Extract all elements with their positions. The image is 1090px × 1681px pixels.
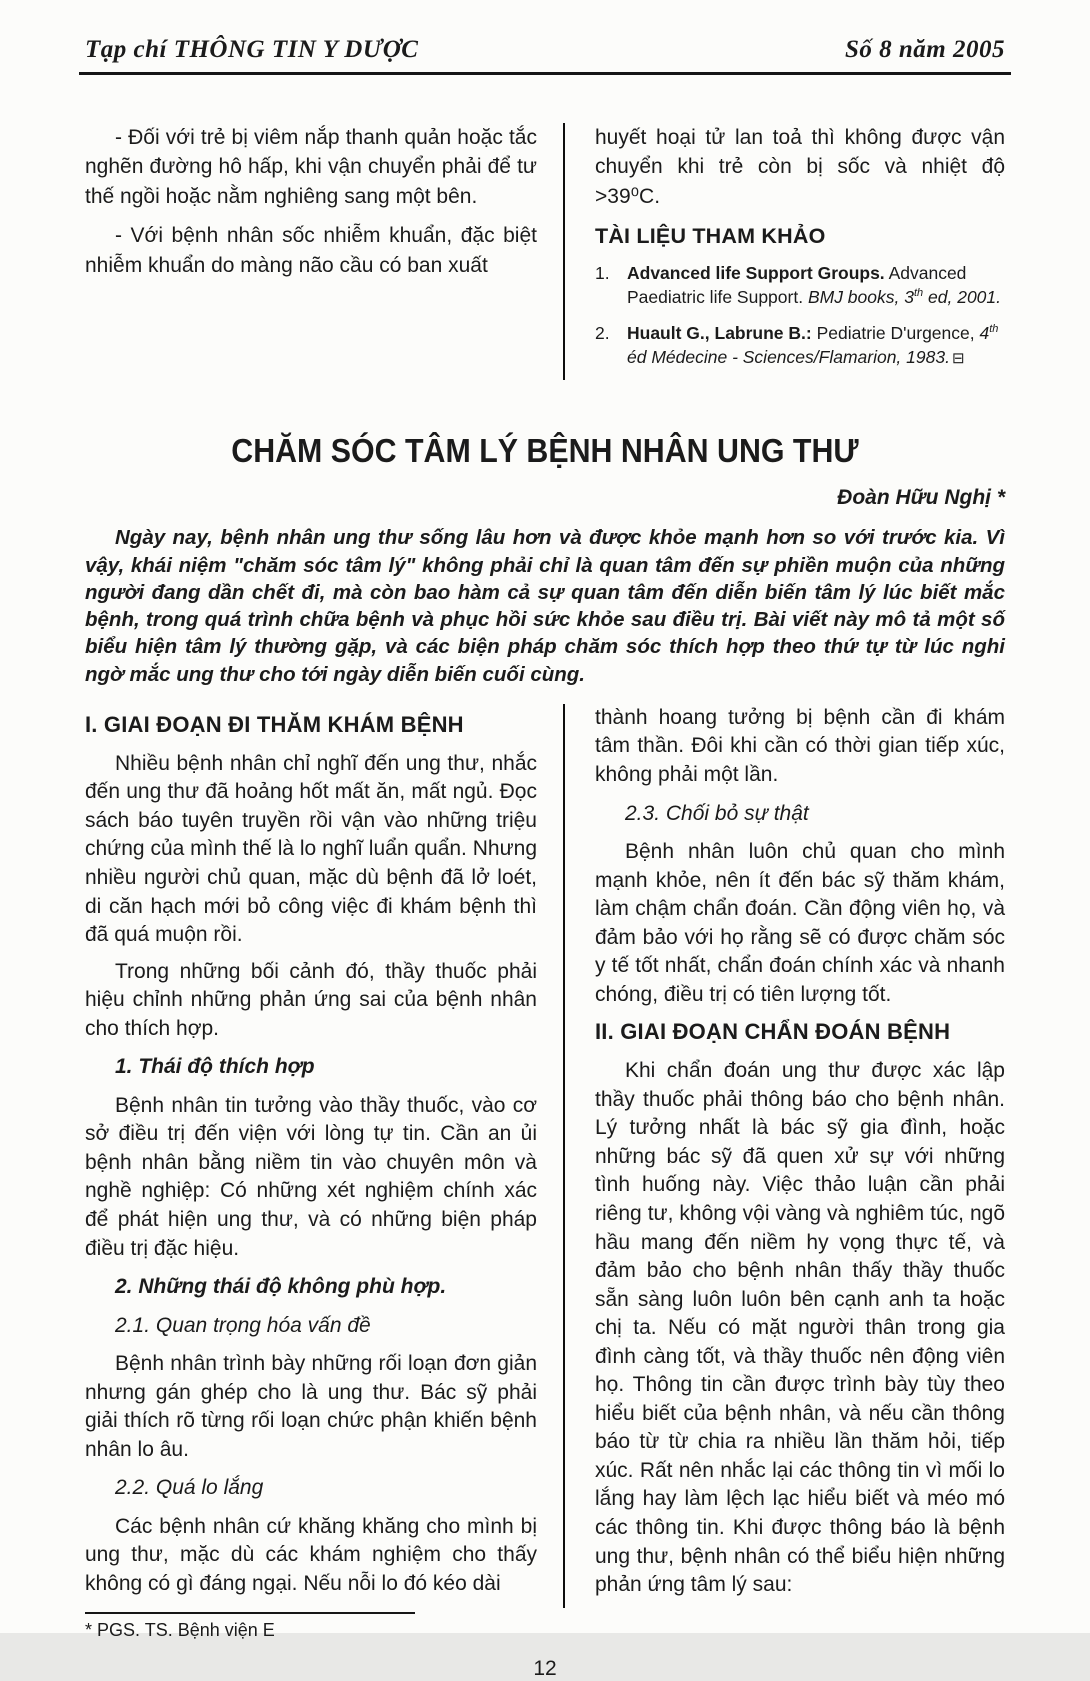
paragraph: - Với bệnh nhân sốc nhiễm khuẩn, đặc biệt nhiễm khuẩn do màng não cầu có ban xuất bbox=[85, 224, 537, 277]
end-of-article-mark: ⊟ bbox=[951, 349, 965, 367]
article-title: CHĂM SÓC TÂM LÝ BỆNH NHÂN UNG THƯ bbox=[231, 432, 859, 470]
reference-item bbox=[595, 261, 1005, 309]
references-heading: TÀI LIỆU THAM KHẢO bbox=[595, 224, 826, 249]
section-heading: 2.3. Chối bỏ sự thật bbox=[625, 801, 809, 825]
top-right-text bbox=[595, 123, 1005, 211]
article-abstract: Ngày nay, bệnh nhân ung thư sống lâu hơn và được khỏe mạnh hơn so với trước kia. Vì vậy, khái niệm "chăm sóc tâm lý" không phải chỉ là quan tâm đến sự phiền muộn của những người đang dần chết đi, mà còn bao hàm cả sự quan tâm đến diễn biến tâm lý lúc biết mắc bệnh, trong quá trình chữa bệnh và phục hồi sức khỏe sau điều trị. Bài viết này mô tả một số biểu hiện tâm lý thường gặp, và các biện pháp chăm sóc thích hợp theo thứ tự từ lúc nghi ngờ mắc ung thư cho tới ngày diễn biến cuối cùng. bbox=[85, 526, 1005, 686]
paragraph: huyết hoại tử lan toả thì không được vận chuyển khi trẻ còn bị sốc và nhiệt độ >39⁰C. bbox=[595, 126, 1005, 208]
previous-article-end-section bbox=[85, 123, 1005, 380]
paragraph: - Đối với trẻ bị viêm nắp thanh quản hoặc tắc nghẽn đường hô hấp, khi vận chuyển phải để tư thế ngồi hoặc nằm nghiêng sang một bên. bbox=[85, 126, 537, 208]
paragraph: Bệnh nhân tin tưởng vào thầy thuốc, vào cơ sở điều trị đến viện với lòng tự tin. Cần an ủi bệnh nhân bằng niềm tin vào chuyên môn và nghề nghiệp: Có những xét nghiệm chính xác để phát hiện ung thư, và có những biện pháp điều trị đặc hiệu. bbox=[85, 1093, 537, 1260]
section-heading: 2. Những thái độ không phù hợp. bbox=[115, 1275, 447, 1299]
reference-text: Advanced life Support Groups. Advanced Paediatric life Support. BMJ books, 3th ed, 2001. bbox=[627, 263, 1002, 308]
issue-label: Số 8 năm 2005 bbox=[844, 36, 1005, 63]
section-heading: 1. Thái độ thích hợp bbox=[115, 1055, 315, 1079]
article-title-block bbox=[85, 432, 1005, 470]
article-author: Đoàn Hữu Nghị * bbox=[837, 486, 1005, 510]
paragraph: Khi chẩn đoán ung thư được xác lập thầy thuốc phải thông báo cho bệnh nhân. Lý tưởng nhất là bác sỹ gia đình, hoặc những bác sỹ đã quen xử sự với những tình huống này. Việc thảo luận cần phải riêng tư, không vội vàng và nghiêm túc, ngõ hầu mang đến niềm hy vọng thực tế, và đảm bảo cho bệnh nhân thấy thầy thuốc sẵn sàng luôn luôn bên cạnh anh ta hoặc chị ta. Nếu có mặt người thân trong gia đình càng tốt, và thầy thuốc nên động viên họ. Thông tin cần được trình bày tùy theo hiểu biết của bệnh nhân, và nếu cần thông báo từ từ chia ra nhiều lần thăm hỏi, tiếp xúc. Rất nên nhắc lại các thông tin vì mối lo lắng hay làm lệch lạc hiểu biết và méo mó các thông tin. Khi được thông báo là bệnh ung thư, bệnh nhân có thể biểu hiện những phản ứng tâm lý sau: bbox=[595, 1059, 1005, 1597]
reference-number: 2. bbox=[595, 322, 610, 343]
references-list bbox=[595, 261, 1005, 369]
section-heading: 2.1. Quan trọng hóa vấn đề bbox=[115, 1313, 371, 1337]
top-right-column bbox=[563, 123, 1005, 380]
paragraph: Nhiều bệnh nhân chỉ nghĩ đến ung thư, nhắc đến ung thư đã hoảng hốt mất ăn, mất ngủ. Đọc sách báo tuyên truyền rồi vận vào những triệu chứng của mình thế là lo nghĩ luẩn quẩn. Nhưng nhiều người chủ quan, mặc dù bệnh đã lở loét, di căn hạch mới bỏ công việc đi khám bệnh thì đã quá muộn rồi. bbox=[85, 751, 537, 947]
reference-item bbox=[595, 321, 1005, 370]
paragraph: Trong những bối cảnh đó, thầy thuốc phải hiệu chỉnh những phản ứng sai của bệnh nhân cho thích hợp. bbox=[85, 959, 537, 1040]
paragraph: Các bệnh nhân cứ khăng khăng cho mình bị ung thư, mặc dù các khám nghiệm cho thấy không có gì đáng ngại. Nếu nỗi lo đó kéo dài bbox=[85, 1514, 537, 1595]
page-header bbox=[85, 36, 1005, 64]
section-heading: 2.2. Quá lo lắng bbox=[115, 1476, 264, 1500]
article-body bbox=[85, 704, 1005, 1608]
section-heading: II. GIAI ĐOẠN CHẨN ĐOÁN BỆNH bbox=[595, 1019, 951, 1045]
body-right-column bbox=[563, 704, 1005, 1608]
footnote: * PGS. TS. Bệnh viện E bbox=[85, 1612, 415, 1641]
body-left-column bbox=[85, 704, 563, 1608]
journal-title: Tạp chí THÔNG TIN Y DƯỢC bbox=[85, 36, 419, 63]
paragraph: Bệnh nhân trình bày những rối loạn đơn giản nhưng gán ghép cho là ung thư. Bác sỹ phải giải thích rõ từng rối loạn chức phận khiến bệnh nhân lo âu. bbox=[85, 1352, 537, 1461]
paragraph: Bệnh nhân luôn chủ quan cho mình mạnh khỏe, nên ít đến bác sỹ thăm khám, làm chậm chẩn đoán. Cần động viên họ, và đảm bảo với họ rằng sẽ có được chăm sóc y tế tốt nhất, chẩn đoán chính xác và nhanh chóng, điều trị có tiên lượng tốt. bbox=[595, 840, 1005, 1006]
page-number: 12 bbox=[533, 1656, 557, 1680]
reference-number: 1. bbox=[595, 263, 610, 284]
paragraph: thành hoang tưởng bị bệnh cần đi khám tâm thần. Đôi khi cần có thời gian tiếp xúc, không phải một lần. bbox=[595, 705, 1005, 786]
header-rule bbox=[79, 72, 1011, 75]
top-left-column bbox=[85, 123, 563, 380]
section-heading: I. GIAI ĐOẠN ĐI THĂM KHÁM BỆNH bbox=[85, 711, 464, 737]
reference-text: Huault G., Labrune B.: Pediatrie D'urgence, 4th éd Médecine - Sciences/Flamarion, 1983. ⊟ bbox=[627, 322, 999, 367]
